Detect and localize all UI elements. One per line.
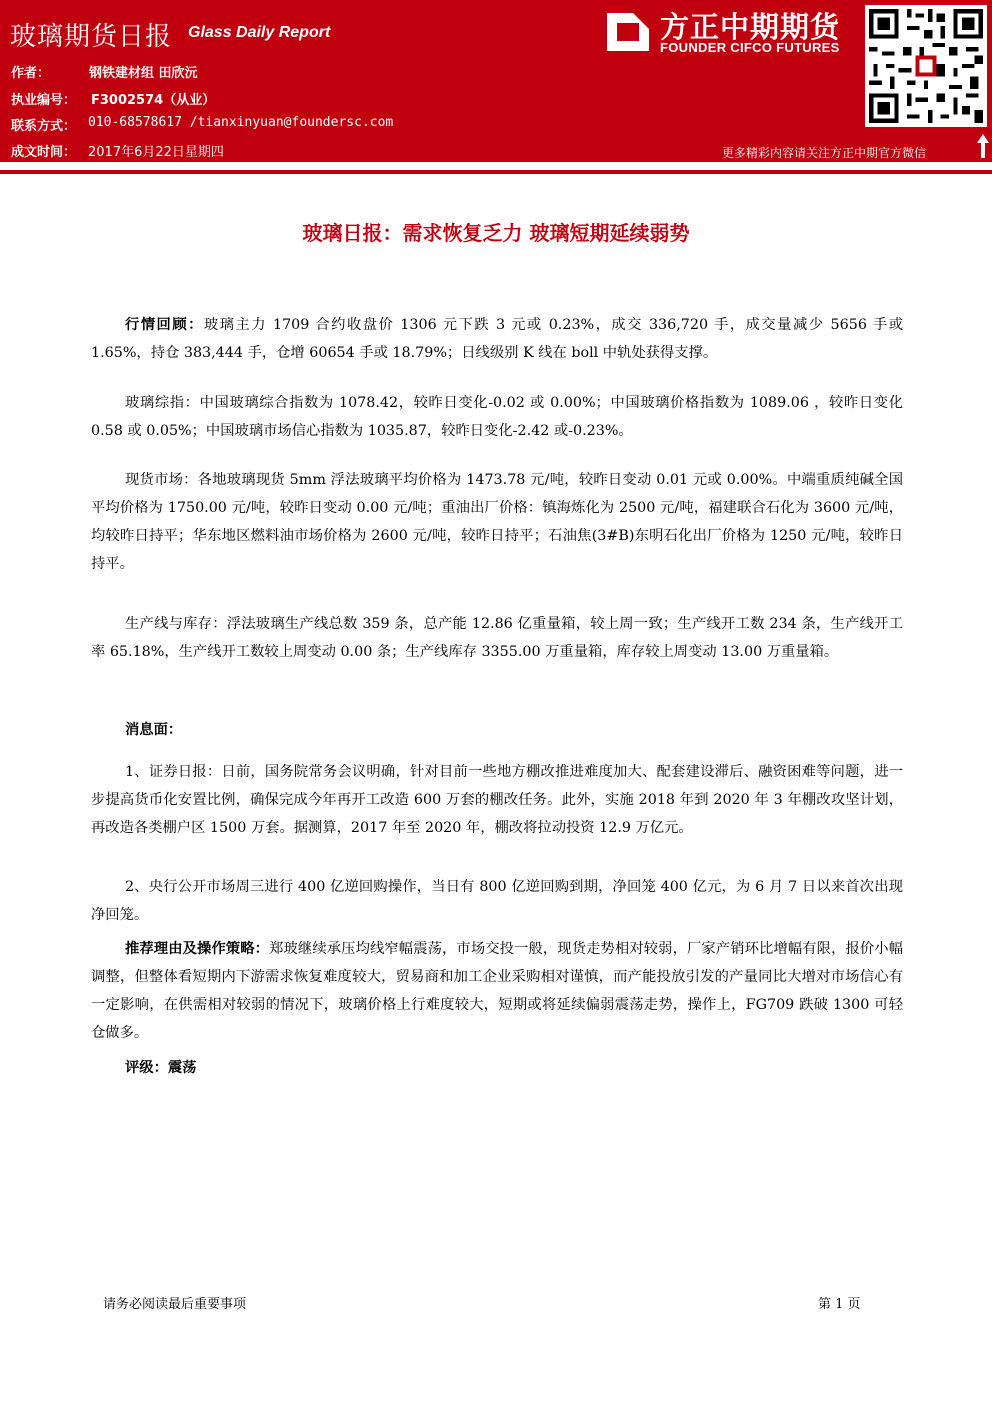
production-text: 生产线与库存：浮法玻璃生产线总数 359 条，总产能 12.86 亿重量箱，较上周一致；生产线开工数 234 条，生产线开工率 65.18%，生产线开工数较上周变动 0.00 条；生产线库存 3355.00 万重量箱，库存较上周变动 13.00 万重量箱。 [91,616,903,660]
meta-author-key: 作者： [11,66,51,81]
logo-text-en: FOUNDER CIFCO FUTURES [660,40,840,55]
up-arrow-icon [976,133,990,159]
meta-contact-value: 010-68578617 /tianxinyuan@foundersc.com [88,115,394,130]
paragraph-news-heading [91,716,903,744]
report-header [0,0,992,162]
strategy-label: 推荐理由及操作策略： [125,941,270,957]
news-2-text: 2、央行公开市场周三进行 400 亿逆回购操作，当日有 800 亿逆回购到期，净回笼 400 亿元，为 6 月 7 日以来首次出现净回笼。 [91,879,903,923]
paragraph-production [91,610,903,666]
meta-date [11,141,224,160]
footer-page-number: 第 1 页 [818,1297,861,1312]
header-divider [0,170,992,174]
market-review-text: 玻璃主力 1709 合约收盘价 1306 元下跌 3 元或 0.23%，成交 336,720 手，成交量减少 5656 手或 1.65%，持仓 383,444 手，仓增 60654 手或 18.79%；日线级别 K 线在 boll 中轨处获得支撑。 [91,317,904,361]
market-review-label: 行情回顾： [125,317,204,333]
meta-license-value: F3002574（从业） [91,93,216,108]
report-title-cn: 玻璃期货日报 [10,22,173,52]
footer-notice: 请务必阅读最后重要事项 [103,1297,247,1312]
paragraph-market-review [91,311,903,367]
report-title-en: Glass Daily Report [188,24,331,41]
qr-code-icon [865,5,987,127]
follow-wechat-text: 更多精彩内容请关注方正中期官方微信 [722,146,927,160]
meta-date-key: 成文时间： [11,145,77,160]
meta-date-value: 2017年6月22日星期四 [88,145,224,160]
paragraph-news-2 [91,873,903,929]
meta-license-key: 执业编号： [11,93,77,108]
news-label: 消息面： [125,722,183,738]
paragraph-glass-index [91,389,903,445]
document-title: 玻璃日报：需求恢复乏力 玻璃短期延续弱势 [302,221,690,245]
paragraph-strategy [91,935,903,1047]
rating-value: 震荡 [167,1060,197,1076]
strategy-text: 郑玻继续承压均线窄幅震荡，市场交投一般，现货走势相对较弱，厂家产销环比增幅有限，报价小幅调整，但整体看短期内下游需求恢复难度较大，贸易商和加工企业采购相对谨慎，而产能投放引发的产量同比大增对市场信心有一定影响，在供需相对较弱的情况下，玻璃价格上行难度较大，短期或将延续偏弱震荡走势，操作上，FG709 跌破 1300 可轻仓做多。 [91,941,904,1041]
paragraph-rating [91,1054,903,1082]
rating-label: 评级： [125,1060,168,1076]
meta-author-value: 钢铁建材组 田欣沅 [89,66,198,81]
founder-logo-icon [603,9,653,55]
meta-license [11,89,216,108]
paragraph-spot-market [91,466,903,578]
meta-contact-key: 联系方式： [11,119,77,134]
logo-text-cn: 方正中期期货 [660,10,841,44]
news-1-text: 1、证券日报：日前，国务院常务会议明确，针对目前一些地方棚改推进难度加大、配套建设滞后、融资困难等问题，进一步提高货币化安置比例，确保完成今年再开工改造 600 万套的棚改任务。此外，实施 2018 年到 2020 年 3 年棚改攻坚计划，再改造各类棚户区 1500 万套。据测算，2017 年至 2020 年，棚改将拉动投资 12.9 万亿元。 [91,764,903,836]
spot-market-text: 现货市场：各地玻璃现货 5mm 浮法玻璃平均价格为 1473.78 元/吨，较昨日变动 0.01 元或 0.00%。中端重质纯碱全国平均价格为 1750.00 元/吨，较昨日变动 0.00 元/吨；重油出厂价格：镇海炼化为 2500 元/吨，福建联合石化为 3600 元/吨，均较昨日持平；华东地区燃料油市场价格为 2600 元/吨，较昨日持平；石油焦(3#B)东明石化出厂价格为 1250 元/吨，较昨日持平。 [91,472,903,572]
glass-index-text: 玻璃综指：中国玻璃综合指数为 1078.42，较昨日变化-0.02 或 0.00%；中国玻璃价格指数为 1089.06 ，较昨日变化 0.58 或 0.05%；中国玻璃市场信心指数为 1035.87，较昨日变化-2.42 或-0.23%。 [91,395,903,439]
meta-contact [11,115,394,134]
meta-author [11,62,198,81]
paragraph-news-1 [91,758,903,842]
